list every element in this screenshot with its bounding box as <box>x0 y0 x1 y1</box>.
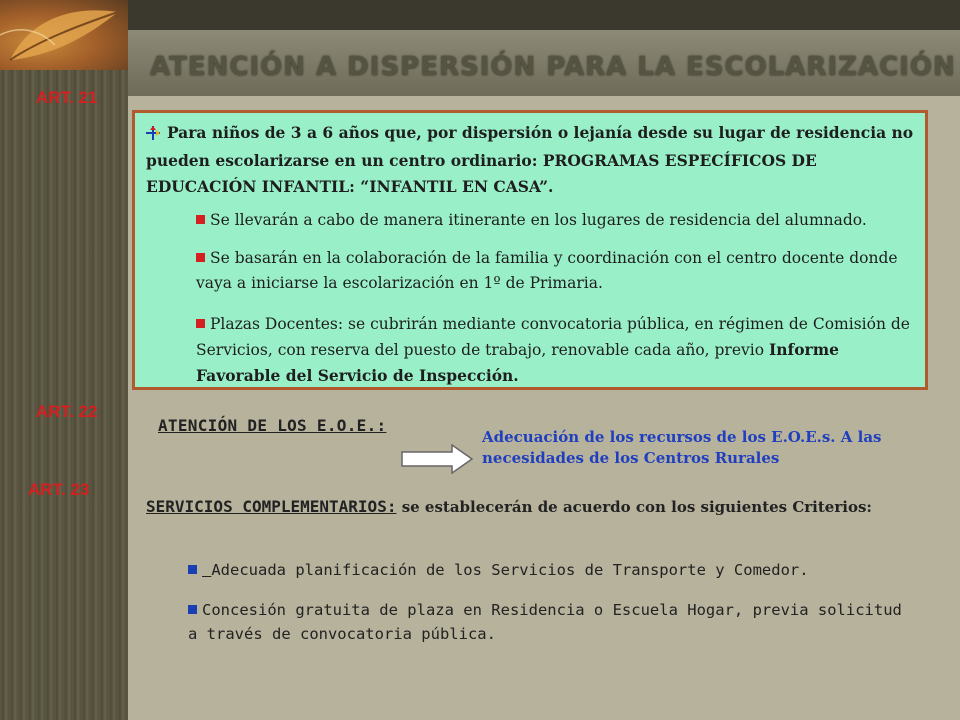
item-text: Plazas Docentes: se cubrirán mediante convocatoria pública, en régimen de Comisión de Servicios, con reserva del puesto de trabajo, renovable cada año, previo <box>196 315 910 359</box>
top-bar <box>128 0 960 30</box>
slide-title: ATENCIÓN A DISPERSIÓN PARA LA ESCOLARIZACIÓN <box>150 52 956 82</box>
article-21-label: ART. 21 <box>36 88 98 107</box>
red-bullet-icon <box>196 253 205 262</box>
list-item <box>188 598 908 646</box>
item-text: Se llevarán a cabo de manera itinerante en los lugares de residencia del alumnado. <box>210 211 867 229</box>
intro-paragraph <box>146 120 916 200</box>
list-item <box>196 312 916 389</box>
blue-bullet-icon <box>188 565 197 574</box>
servicios-title: SERVICIOS COMPLEMENTARIOS <box>146 497 387 516</box>
servicios-heading <box>146 495 946 519</box>
list-item <box>188 558 908 582</box>
article-23-label: ART. 23 <box>28 480 90 499</box>
article-22-label: ART. 22 <box>36 402 98 421</box>
intro-bold-text: PROGRAMAS ESPECÍFICOS DE EDUCACIÓN INFANTIL: “INFANTIL EN CASA”. <box>146 151 817 196</box>
right-arrow-icon <box>400 444 474 478</box>
servicios-colon: : <box>386 497 397 516</box>
red-bullet-icon <box>196 319 205 328</box>
eoe-heading: ATENCIÓN DE LOS E.O.E.: <box>158 416 387 435</box>
list-item <box>196 246 916 296</box>
red-bullet-icon <box>196 215 205 224</box>
list-item <box>196 208 916 233</box>
intro-normal-text: Para niños de 3 a 6 años que, por dispersión o lejanía desde su lugar de residencia no pueden escolarizarse en un centro ordinario: <box>146 123 914 170</box>
eoe-description: Adecuación de los recursos de los E.O.E.s. A las necesidades de los Centros Rurales <box>482 428 882 467</box>
left-decorative-strip <box>0 0 128 720</box>
leaf-image <box>0 0 128 70</box>
blue-bullet-icon <box>188 605 197 614</box>
servicios-intro: se establecerán de acuerdo con los siguientes Criterios: <box>396 498 872 516</box>
item-text: Adecuada planificación de los Servicios de Transporte y Comedor. <box>211 561 809 579</box>
item-text: Concesión gratuita de plaza en Residencia o Escuela Hogar, previa solicitud a través de convocatoria pública. <box>188 601 902 643</box>
item-text: Se basarán en la colaboración de la familia y coordinación con el centro docente donde vaya a iniciarse la escolarización en 1º de Primaria. <box>196 249 898 292</box>
item-bold-text: Informe Favorable del Servicio de Inspección. <box>196 340 839 385</box>
arrow-bullet-icon <box>146 123 160 148</box>
